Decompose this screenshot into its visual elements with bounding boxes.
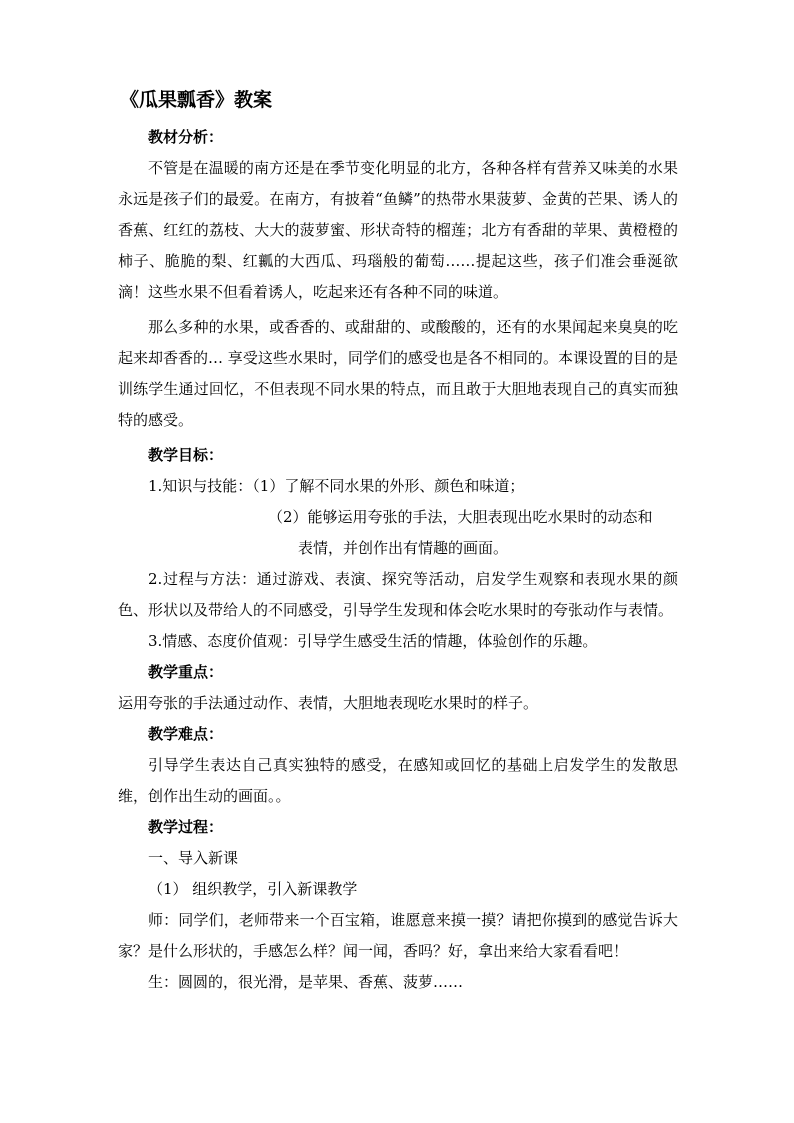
process-step-1-1: （1） 组织教学，引入新课教学 bbox=[148, 880, 358, 898]
process-step-1: 一、导入新课 bbox=[148, 849, 239, 867]
document-title: 《瓜果瓢香》教案 bbox=[120, 89, 273, 111]
goals-heading: 教学目标： bbox=[148, 446, 224, 464]
process-heading: 教学过程： bbox=[148, 818, 224, 836]
key-point-text: 运用夸张的手法通过动作、表情，大胆地表现吃水果时的样子。 bbox=[118, 694, 539, 712]
analysis-heading: 教材分析： bbox=[148, 128, 224, 146]
goal-2: 2.过程与方法：通过游戏、表演、探究等活动，启发学生观察和表现水果的颜色、形状以及带给人的不同感受，引导学生发现和体会吃水果时的夸张动作与表情。 bbox=[118, 570, 678, 619]
student-line: 生：圆圆的，很光滑，是苹果、香蕉、菠萝…… bbox=[148, 973, 464, 991]
goal-1-line-b: （2）能够运用夸张的手法，大胆表现出吃水果时的动态和 bbox=[268, 508, 653, 526]
document-page bbox=[118, 86, 678, 998]
difficulty-heading: 教学难点： bbox=[148, 725, 224, 743]
difficulty-text: 引导学生表达自己真实独特的感受，在感知或回忆的基础上启发学生的发散思维，创作出生动的画面。。 bbox=[118, 756, 678, 805]
key-point-heading: 教学重点： bbox=[148, 663, 224, 681]
goal-1-line-a: 1.知识与技能：（1）了解不同水果的外形、颜色和味道； bbox=[148, 477, 525, 495]
analysis-paragraph-2: 那么多种的水果，或香香的、或甜甜的、或酸酸的，还有的水果闻起来臭臭的吃起来却香香的… 享受这些水果时，同学们的感受也是各不相同的。本课设置的目的是训练学生通过回忆，不但表现不同水果的特点，而且敢于大胆地表现自己的真实而独特的感受。 bbox=[118, 318, 678, 429]
goal-1-line-c: 表情，并创作出有情趣的画面。 bbox=[298, 539, 509, 557]
teacher-line: 师：同学们，老师带来一个百宝箱，谁愿意来摸一摸？请把你摸到的感觉告诉大家？是什么形状的，手感怎么样？闻一闻，香吗？好，拿出来给大家看看吧！ bbox=[118, 911, 678, 960]
goal-3: 3.情感、态度价值观：引导学生感受生活的情趣，体验创作的乐趣。 bbox=[148, 632, 598, 650]
analysis-paragraph-1: 不管是在温暖的南方还是在季节变化明显的北方，各种各样有营养又味美的水果永远是孩子们的最爱。在南方，有披着“鱼鳞”的热带水果菠萝、金黄的芒果、诱人的香蕉、红红的荔枝、大大的菠萝蜜、形状奇特的榴莲；北方有香甜的苹果、黄橙橙的柿子、脆脆的梨、红瓤的大西瓜、玛瑙般的葡萄……提起这些，孩子们准会垂涎欲滴！这些水果不但看着诱人，吃起来还有各种不同的味道。 bbox=[118, 159, 678, 301]
